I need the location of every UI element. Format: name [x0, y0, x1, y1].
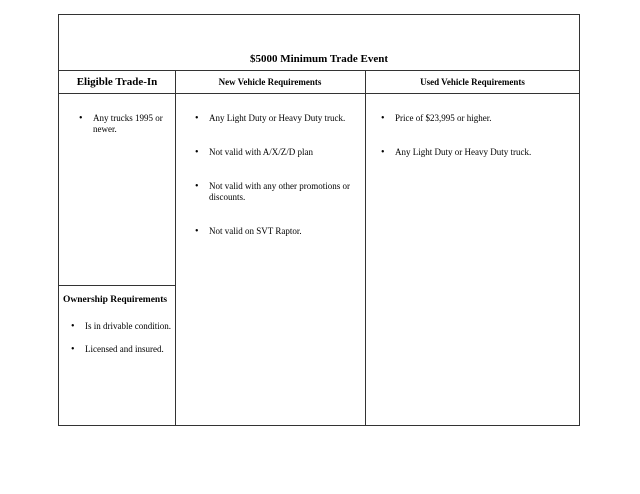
requirements-table — [58, 14, 580, 426]
list-item: • Any trucks 1995 or newer. — [77, 113, 169, 135]
list-item: • Any Light Duty or Heavy Duty truck. — [193, 113, 363, 124]
new-vehicle-requirements-list — [193, 113, 363, 260]
list-item: • Not valid with A/X/Z/D plan — [193, 147, 363, 158]
list-item: • Licensed and insured. — [69, 344, 173, 355]
ownership-divider — [59, 285, 175, 286]
list-item: • Any Light Duty or Heavy Duty truck. — [379, 147, 574, 158]
ownership-requirements-list — [69, 321, 173, 367]
list-item: • Not valid with any other promotions or discounts. — [193, 181, 363, 203]
eligible-trade-in-header: Eligible Trade-In — [76, 76, 158, 88]
eligible-trade-in-list — [77, 113, 169, 135]
new-vehicle-requirements-header: New Vehicle Requirements — [218, 77, 322, 87]
document-title: $5000 Minimum Trade Event — [249, 53, 388, 65]
used-vehicle-requirements-header: Used Vehicle Requirements — [420, 77, 525, 87]
ownership-requirements-heading: Ownership Requirements — [63, 295, 168, 305]
header-divider — [59, 93, 579, 94]
column-divider-1 — [175, 70, 176, 426]
list-item: • Price of $23,995 or higher. — [379, 113, 574, 124]
list-item: • Is in drivable condition. — [69, 321, 173, 332]
list-item: • Not valid on SVT Raptor. — [193, 226, 363, 237]
used-vehicle-requirements-list — [379, 113, 574, 181]
column-divider-2 — [365, 70, 366, 426]
